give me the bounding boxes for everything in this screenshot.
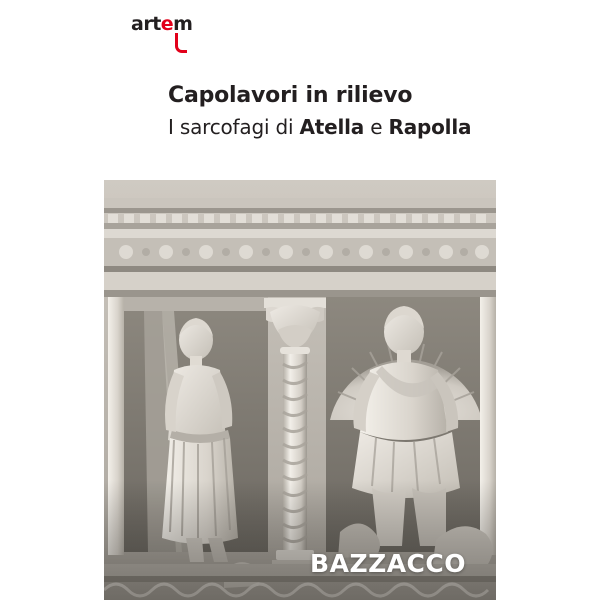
title-block [168,82,498,140]
publisher-logo-text [131,14,251,34]
subtitle-prefix: I sarcofagi di [168,115,300,139]
subtitle-place-rapolla: Rapolla [388,115,472,139]
publisher-logo [131,14,251,60]
publisher-name-accent: e [160,13,174,35]
subtitle-place-atella: Atella [299,115,365,139]
sarcophagus-relief-illustration [104,180,496,600]
artem-hook-icon [175,33,187,53]
book-title: Capolavori in rilievo [168,83,413,108]
publisher-name-part1: art [131,13,161,35]
author-name: BAZZACCO [310,549,466,578]
publisher-name-part2: m [173,13,193,35]
cover-photo [104,180,496,600]
subtitle-join: e [364,115,389,139]
book-subtitle [168,114,498,140]
